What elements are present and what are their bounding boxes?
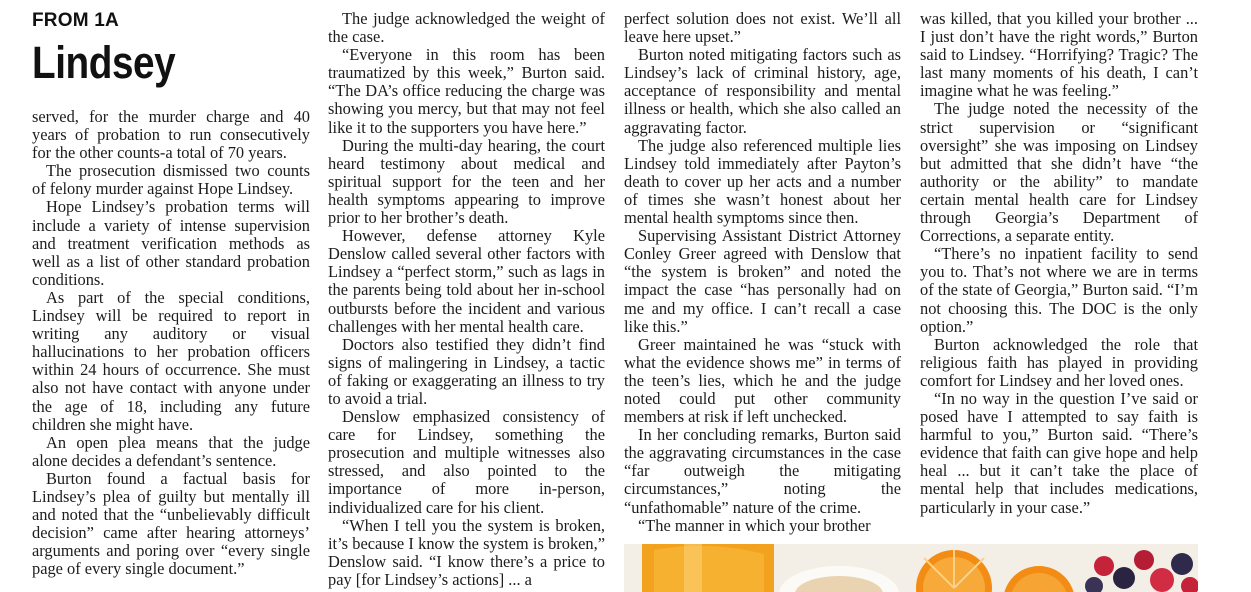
article-paragraph: The judge acknowledged the weight of the case. <box>328 9 605 47</box>
article-headline: Lindsey <box>32 37 176 88</box>
article-paragraph: Burton found a factual basis for Lindsey’s plea of guilty but mentally ill and noted that the “unbelievably difficult decision” came after hearing attorneys’ arguments and poring over “every single page of every single document.” <box>32 468 310 579</box>
article-paragraph: Hope Lindsey’s probation terms will include a variety of intense supervision and treatment verification methods as well as a list of other standard probation conditions. <box>32 197 310 289</box>
food-photo <box>624 544 1198 592</box>
column-body <box>328 10 605 589</box>
article-paragraph: Doctors also testified they didn’t find signs of malingering in Lindsey, a tactic of faking or exaggerating an illness to try to avoid a trial. <box>328 334 605 408</box>
article-paragraph: As part of the special conditions, Lindsey will be required to report in writing any auditory or visual hallucinations to her probation officers within 24 hours of occurrence. She must also not have contact with anyone under the age of 18, including any future children she might have. <box>32 287 310 434</box>
column-body <box>32 108 310 578</box>
jump-label: FROM 1A <box>32 10 119 31</box>
article-paragraph: served, for the murder charge and 40 years of probation to run consecutively for the other counts-a total of 70 years. <box>32 107 310 163</box>
article-column-3 <box>624 10 901 535</box>
column-body <box>624 10 901 535</box>
article-paragraph: “When I tell you the system is broken, it’s because I know the system is broken,” Denslow said. “I know there’s a price to pay [for Lindsey’s actions] ... a <box>328 515 605 589</box>
article-paragraph: The prosecution dismissed two counts of felony murder against Hope Lindsey. <box>32 161 310 199</box>
article-paragraph: During the multi-day hearing, the court heard testimony about medical and spiritual support for the teen and her health symptoms appearing to improve prior to her brother’s death. <box>328 135 605 228</box>
article-paragraph: Burton noted mitigating factors such as Lindsey’s lack of criminal history, age, acceptance of responsibility and mental illness or health, which she also called an aggravating factor. <box>624 45 901 137</box>
food-photo-graphic <box>624 544 1198 592</box>
article-column-4 <box>920 10 1198 517</box>
article-paragraph: “The manner in which your brother <box>638 515 871 535</box>
column-body <box>920 10 1198 517</box>
article-paragraph: was killed, that you killed your brother ... I just don’t have the right words,” Burton said to Lindsey. “Horrifying? Tragic? The last many moments of his death, I can’t imagine what he was feeling.” <box>920 9 1198 101</box>
article-paragraph: perfect solution does not exist. We’ll all leave here upset.” <box>624 9 901 47</box>
article-paragraph: “There’s no inpatient facility to send you to. That’s not where we are in terms of the state of Georgia,” Burton said. “I’m not choosing this. The DOC is the only option.” <box>920 244 1198 336</box>
article-paragraph: Greer maintained he was “stuck with what the evidence shows me” in terms of the teen’s lies, which he and the judge noted could put other community members at risk if left unchecked. <box>624 334 901 427</box>
article-paragraph: However, defense attorney Kyle Denslow called several other factors with Lindsey a “perfect storm,” such as lags in the parents being told about her in-school outbursts before the incident and various challenges with her mental health care. <box>328 226 605 336</box>
article-paragraph: “Everyone in this room has been traumatized by this week,” Burton said. “The DA’s office reducing the charge was showing you mercy, but that may not feel like it to the supporters you have here.” <box>328 45 605 137</box>
article-paragraph: Burton acknowledged the role that religious faith has played in providing comfort for Lindsey and her loved ones. <box>920 334 1198 390</box>
article-column-1 <box>32 10 310 578</box>
article-column-2 <box>328 10 605 589</box>
article-paragraph: Denslow emphasized consistency of care for Lindsey, something the prosecution and multiple witnesses also stressed, and also pointed to the importance of more in-person, individualized care for his client. <box>328 407 605 517</box>
article-paragraph: In her concluding remarks, Burton said the aggravating circumstances in the case “far outweigh the mitigating circumstances,” noting the “unfathomable” nature of the crime. <box>624 425 901 517</box>
article-paragraph: Supervising Assistant District Attorney Conley Greer agreed with Denslow that “the system is broken” and noted the impact the case “has personally had on me and my office. I can’t recall a case like this.” <box>624 226 901 336</box>
article-paragraph: The judge noted the necessity of the strict supervision or “significant oversight” she was imposing on Lindsey but admitted that she didn’t have “the authority or the ability” to mandate certain mental health care for Lindsey through Georgia’s Department of Corrections, a separate entity. <box>920 99 1198 246</box>
article-paragraph: “In no way in the question I’ve said or posed have I attempted to say faith is harmful to you,” Burton said. “There’s evidence that faith can give hope and help heal ... but it can’t take the place of mental help that includes medications, particularly in your case.” <box>920 388 1198 517</box>
article-paragraph: The judge also referenced multiple lies Lindsey told immediately after Payton’s death to cover up her acts and a number of times she wasn’t honest about her mental health symptoms since then. <box>624 135 901 228</box>
article-paragraph: An open plea means that the judge alone decides a defendant’s sentence. <box>32 432 310 470</box>
